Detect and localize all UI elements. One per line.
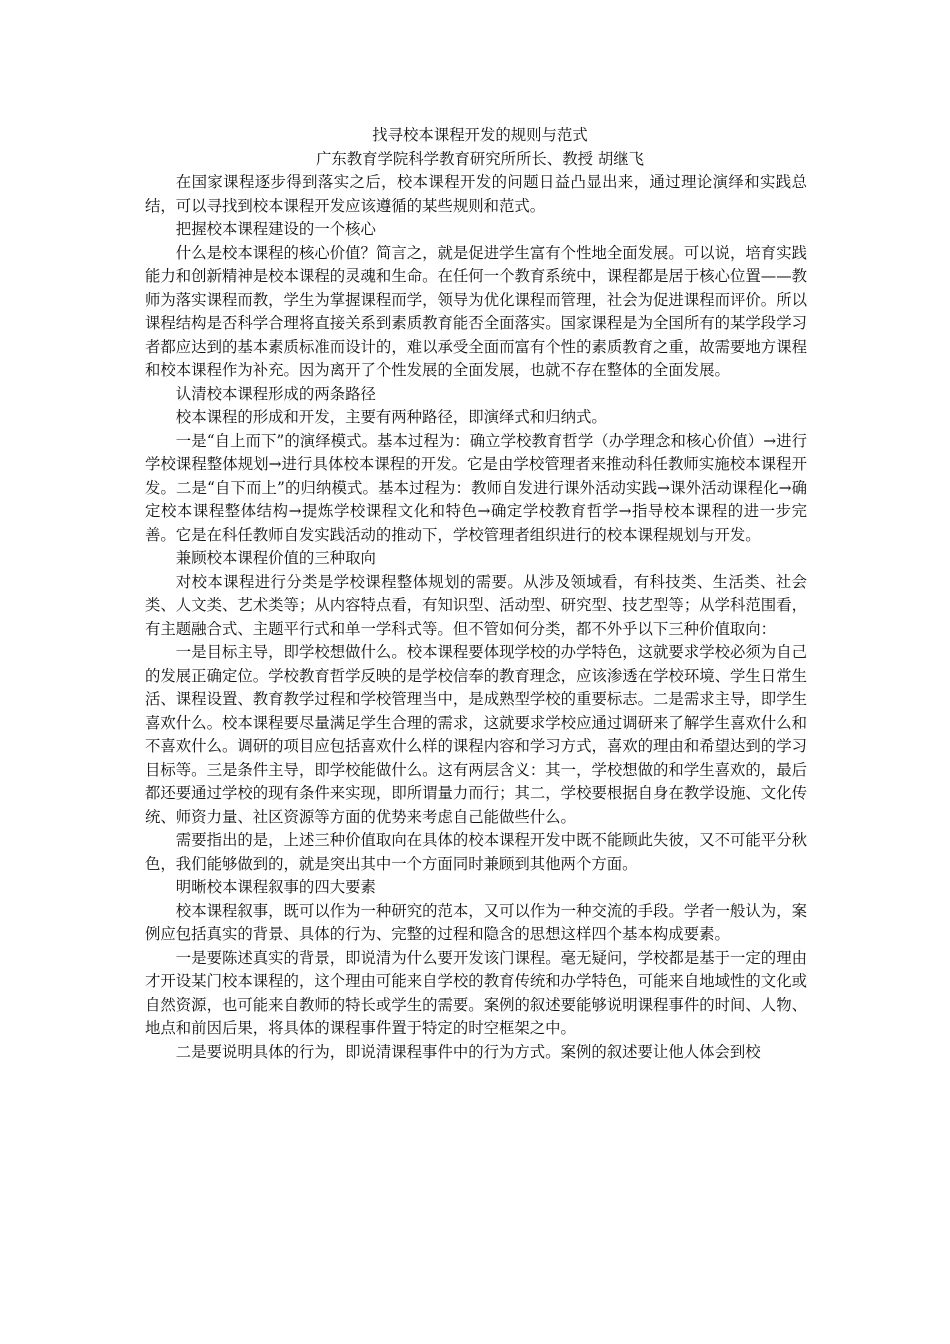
document-author: 广东教育学院科学教育研究所所长、教授 胡继飞: [315, 149, 645, 168]
section-heading-core: 把握校本课程建设的一个核心: [175, 220, 376, 238]
document-page: [145, 124, 807, 1064]
section-heading-narrative: 明晰校本课程叙事的四大要素: [175, 878, 376, 896]
intro-paragraph: 在国家课程逐步得到落实之后，校本课程开发的问题日益凸显出来，通过理论演绎和实践总结，可以寻找到校本课程开发应该遵循的某些规则和范式。: [145, 173, 807, 215]
document-title: 找寻校本课程开发的规则与范式: [372, 126, 588, 144]
paths-intro-paragraph: 校本课程的形成和开发，主要有两种路径，即演绎式和归纳式。: [175, 408, 607, 426]
paths-detail-paragraph: 一是“自上而下”的演绎模式。基本过程为：确立学校教育哲学（办学理念和核心价值）→进行学校课程整体规划→进行具体校本课程的开发。它是由学校管理者来推动科任教师实施校本课程开发。二是“自下而上”的归纳模式。基本过程为：教师自发进行课外活动实践→课外活动课程化→确定校本课程整体结构→提炼学校课程文化和特色→确定学校教育哲学→指导校本课程的进一步完善。它是在科任教师自发实践活动的推动下，学校管理者组织进行的校本课程规划与开发。: [145, 431, 807, 544]
narrative-behavior-paragraph: 二是要说明具体的行为，即说清课程事件中的行为方式。案例的叙述要让他人体会到校: [175, 1042, 761, 1061]
core-paragraph: 什么是校本课程的核心价值？简言之，就是促进学生富有个性地全面发展。可以说，培育实践能力和创新精神是校本课程的灵魂和生命。在任何一个教育系统中，课程都是居于核心位置——教师为落实课程而教，学生为掌握课程而学，领导为优化课程而管理，社会为促进课程而评价。所以课程结构是否科学合理将直接关系到素质教育能否全面落实。国家课程是为全国所有的某学段学习者都应达到的基本素质标准而设计的，难以承受全面而富有个性的素质教育之重，故需要地方课程和校本课程作为补充。因为离开了个性发展的全面发展，也就不存在整体的全面发展。: [145, 243, 807, 379]
values-detail-paragraph: 一是目标主导，即学校想做什么。校本课程要体现学校的办学特色，这就要求学校必须为自己的发展正确定位。学校教育哲学反映的是学校信奉的教育理念，应该渗透在学校环境、学生日常生活、课程设置、教育教学过程和学校管理当中，是成熟型学校的重要标志。二是需求主导，即学生喜欢什么。校本课程要尽量满足学生合理的需求，这就要求学校应通过调研来了解学生喜欢什么和不喜欢什么。调研的项目应包括喜欢什么样的课程内容和学习方式，喜欢的理由和希望达到的学习目标等。三是条件主导，即学校能做什么。这有两层含义：其一，学校想做的和学生喜欢的，最后都还要通过学校的现有条件来实现，即所谓量力而行；其二，学校要根据自身在教学设施、文化传统、师资力量、社区资源等方面的优势来考虑自己能做些什么。: [145, 643, 807, 826]
section-heading-values: 兼顾校本课程价值的三种取向: [175, 549, 376, 567]
narrative-background-paragraph: 一是要陈述真实的背景，即说清为什么要开发该门课程。毫无疑问，学校都是基于一定的理由才开设某门校本课程的，这个理由可能来自学校的教育传统和办学特色，可能来自地域性的文化或自然资源，也可能来自教师的特长或学生的需要。案例的叙述要能够说明课程事件的时间、人物、地点和前因后果，将具体的课程事件置于特定的时空框架之中。: [145, 948, 807, 1037]
narrative-intro-paragraph: 校本课程叙事，既可以作为一种研究的范本，又可以作为一种交流的手段。学者一般认为，案例应包括真实的背景、具体的行为、完整的过程和隐含的思想这样四个基本构成要素。: [145, 901, 807, 943]
values-intro-paragraph: 对校本课程进行分类是学校课程整体规划的需要。从涉及领域看，有科技类、生活类、社会类、人文类、艺术类等；从内容特点看，有知识型、活动型、研究型、技艺型等；从学科范围看，有主题融合式、主题平行式和单一学科式等。但不管如何分类，都不外乎以下三种价值取向：: [145, 572, 807, 638]
section-heading-paths: 认清校本课程形成的两条路径: [175, 384, 376, 403]
values-note-paragraph: 需要指出的是，上述三种价值取向在具体的校本课程开发中既不能顾此失彼，又不可能平分秋色，我们能够做到的，就是突出其中一个方面同时兼顾到其他两个方面。: [145, 831, 807, 873]
